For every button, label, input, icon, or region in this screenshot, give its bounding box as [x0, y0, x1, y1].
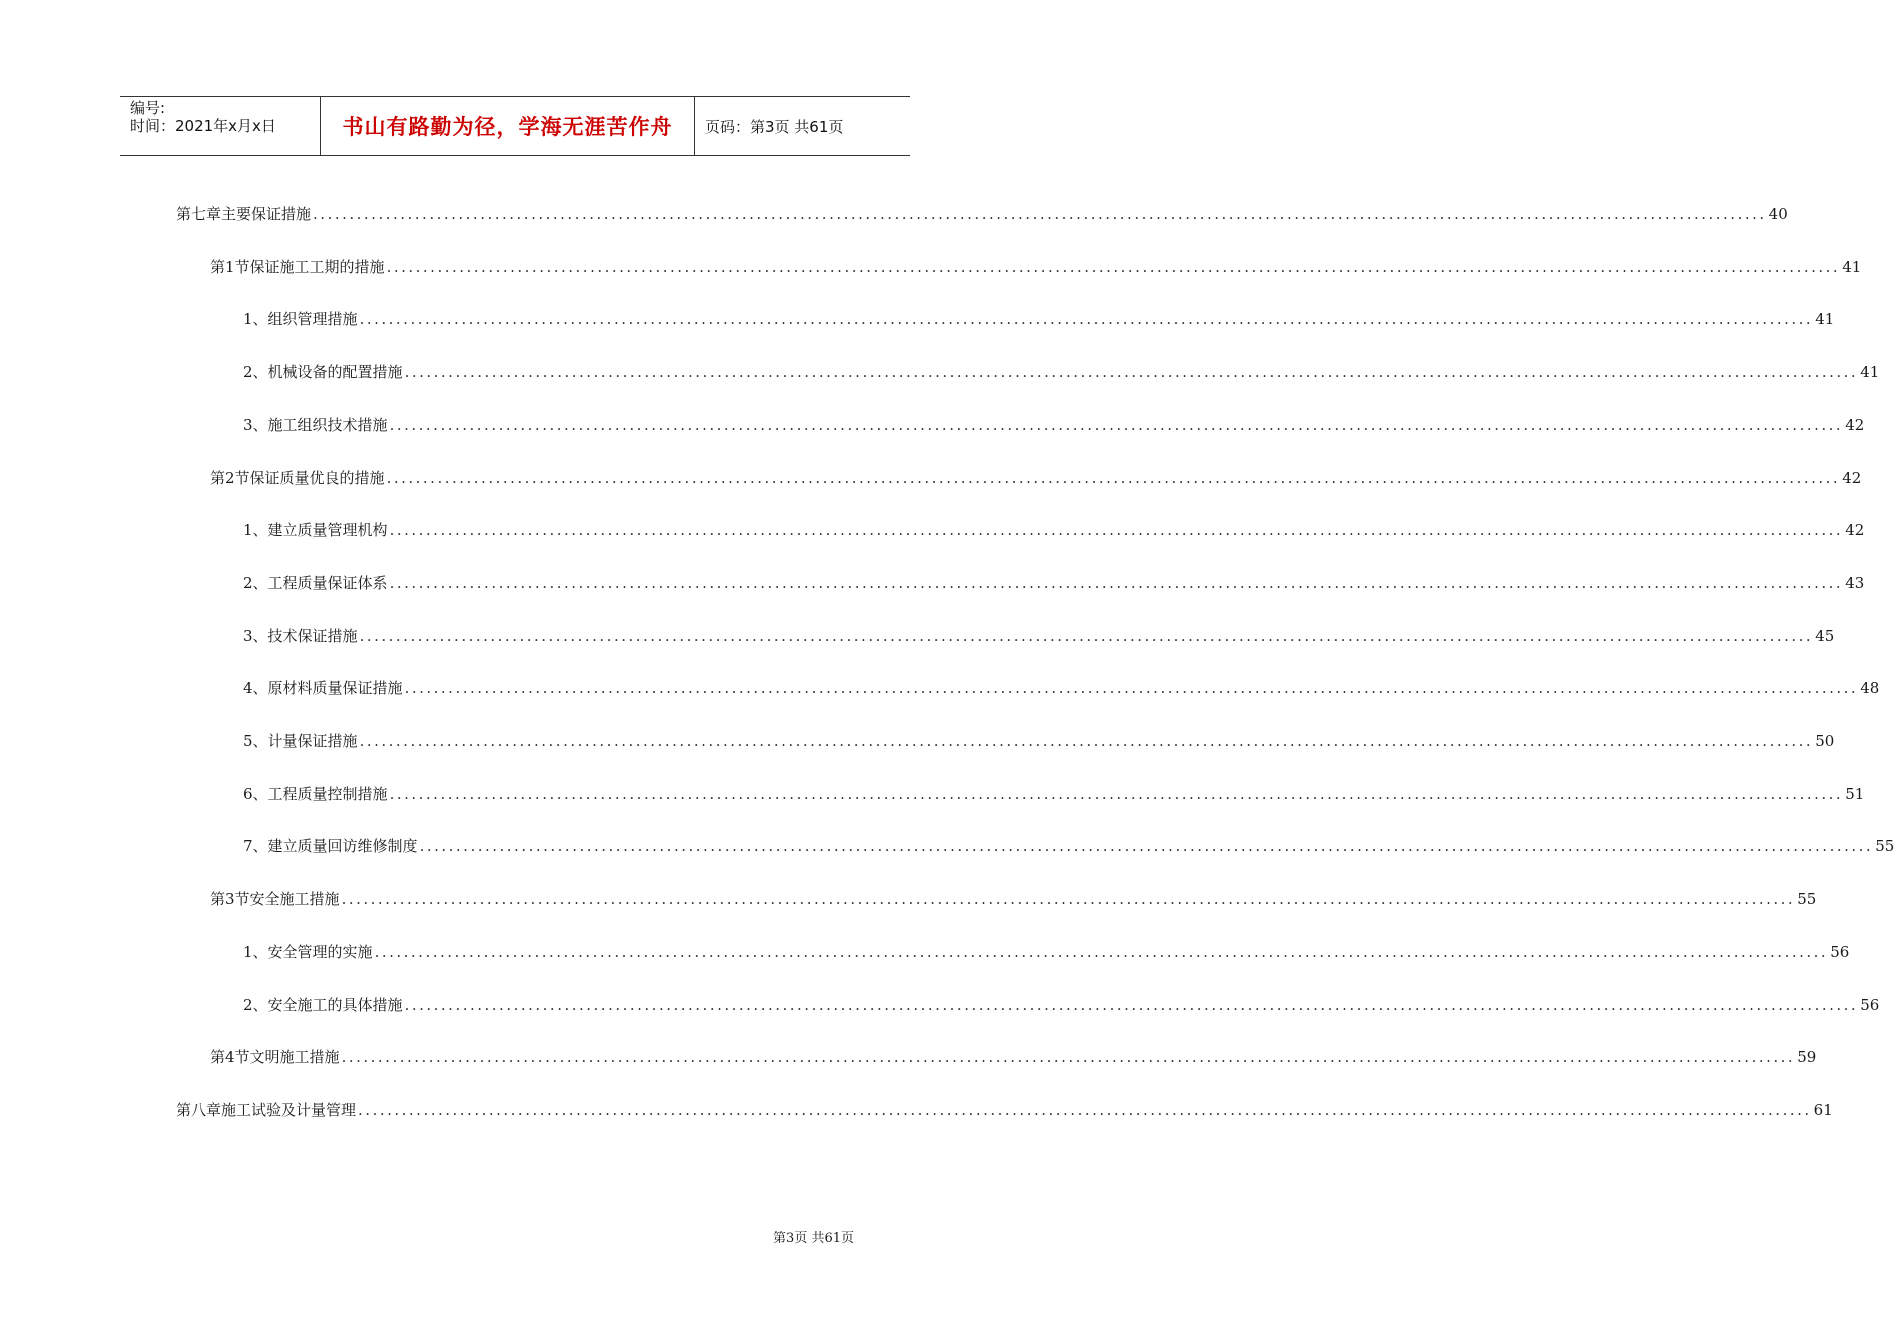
toc-entry-number: 2、	[243, 995, 268, 1014]
toc-entry[interactable]	[243, 624, 1835, 648]
toc-entry-page: 41	[1815, 310, 1835, 329]
toc-entry[interactable]	[243, 940, 1850, 964]
toc-entry-number: 2、	[243, 573, 268, 592]
toc-entry-number: 第七章	[176, 205, 222, 223]
toc-entry[interactable]	[176, 202, 1788, 226]
toc-entry-title: 组织管理措施	[267, 310, 358, 329]
toc-dot-leader: ........................................................................................................................................................................................................	[313, 205, 1767, 223]
page-footer	[773, 1229, 854, 1249]
toc-entry-number: 第4节	[210, 1048, 250, 1067]
toc-dot-leader: ........................................................................................................................................................................................................	[386, 468, 1841, 487]
toc-entry-page: 43	[1845, 573, 1865, 592]
toc-entry[interactable]	[243, 307, 1835, 331]
toc-entry-number: 3、	[243, 626, 268, 645]
toc-entry-title: 安全施工措施	[249, 890, 340, 909]
toc-entry-title: 工程质量控制措施	[267, 784, 388, 803]
toc-entry-page: 41	[1842, 257, 1862, 276]
toc-entry-page: 56	[1830, 942, 1850, 961]
toc-entry-title: 建立质量管理机构	[267, 521, 388, 540]
toc-entry-title: 文明施工措施	[249, 1048, 340, 1067]
toc-entry[interactable]	[243, 413, 1865, 437]
toc-dot-leader: ........................................................................................................................................................................................................	[359, 626, 1814, 645]
toc-entry[interactable]	[243, 571, 1865, 595]
toc-entry-title: 安全管理的实施	[267, 942, 373, 961]
toc-entry-number: 1、	[243, 310, 268, 329]
toc-entry[interactable]	[243, 834, 1894, 858]
toc-dot-leader: ........................................................................................................................................................................................................	[389, 573, 1844, 592]
toc-entry-title: 主要保证措施	[221, 205, 312, 223]
toc-dot-leader: ........................................................................................................................................................................................................	[359, 310, 1814, 329]
toc-entry[interactable]	[243, 782, 1865, 806]
toc-entry-page: 41	[1860, 363, 1880, 382]
toc-entry-number: 第1节	[210, 257, 250, 276]
toc-entry-page: 56	[1860, 995, 1880, 1014]
toc-entry-number: 1、	[243, 521, 268, 540]
toc-entry-page: 42	[1845, 415, 1865, 434]
toc-dot-leader: ........................................................................................................................................................................................................	[389, 521, 1844, 540]
toc-dot-leader: ........................................................................................................................................................................................................	[386, 257, 1841, 276]
toc-entry[interactable]	[176, 1098, 1833, 1122]
doc-number-label: 编号:	[130, 99, 166, 117]
toc-entry-title: 机械设备的配置措施	[267, 363, 403, 382]
toc-entry-title: 计量保证措施	[267, 732, 358, 750]
toc-dot-leader: ........................................................................................................................................................................................................	[358, 1100, 1812, 1119]
toc-entry-number: 第3节	[210, 890, 250, 909]
header-motto: 书山有路勤为径，学海无涯苦作舟	[342, 115, 673, 139]
toc-entry-number: 1、	[243, 942, 268, 961]
toc-entry-page: 51	[1845, 784, 1865, 803]
toc-entry-number: 6、	[243, 784, 268, 803]
toc-entry-page: 45	[1815, 626, 1835, 645]
toc-entry-title: 保证质量优良的措施	[249, 468, 385, 487]
toc-entry-page: 40	[1768, 205, 1788, 223]
toc-entry-page: 55	[1875, 837, 1894, 856]
toc-entry-number: 4、	[243, 679, 268, 698]
toc-entry[interactable]	[210, 255, 1862, 279]
toc-entry-title: 技术保证措施	[267, 626, 358, 645]
header-page-label: 页码：第3页 共61页	[705, 117, 844, 136]
toc-dot-leader: ........................................................................................................................................................................................................	[389, 415, 1844, 434]
toc-entry[interactable]	[243, 360, 1880, 384]
toc-entry[interactable]	[243, 729, 1835, 753]
toc-entry-title: 施工试验及计量管理	[221, 1100, 357, 1119]
toc-entry-title: 保证施工工期的措施	[249, 257, 385, 276]
toc-entry-number: 第2节	[210, 468, 250, 487]
toc-dot-leader: ........................................................................................................................................................................................................	[341, 890, 1796, 909]
toc-entry-title: 建立质量回访维修制度	[267, 837, 418, 856]
toc-entry-page: 48	[1860, 679, 1880, 698]
toc-dot-leader: ........................................................................................................................................................................................................	[341, 1048, 1796, 1067]
toc-dot-leader: ........................................................................................................................................................................................................	[419, 837, 1874, 856]
toc-entry-number: 3、	[243, 415, 268, 434]
toc-entry[interactable]	[210, 466, 1862, 490]
toc-dot-leader: ........................................................................................................................................................................................................	[404, 679, 1859, 698]
toc-entry-page: 61	[1813, 1100, 1833, 1119]
toc-entry-title: 工程质量保证体系	[267, 573, 388, 592]
footer-page-number: 第3页 共61页	[773, 1231, 854, 1246]
toc-entry-number: 7、	[243, 837, 268, 856]
toc-dot-leader: ........................................................................................................................................................................................................	[404, 363, 1859, 382]
toc-entry-number: 2、	[243, 363, 268, 382]
toc-entry-page: 42	[1842, 468, 1862, 487]
toc-entry[interactable]	[243, 993, 1880, 1017]
toc-entry-page: 59	[1797, 1048, 1817, 1067]
toc-dot-leader: ........................................................................................................................................................................................................	[374, 942, 1829, 961]
toc-entry[interactable]	[243, 676, 1880, 700]
toc-entry-number: 5、	[243, 732, 268, 750]
doc-time-label: 时间：2021年x月x日	[130, 117, 276, 135]
toc-entry-page: 42	[1845, 521, 1865, 540]
toc-dot-leader: ........................................................................................................................................................................................................	[359, 732, 1814, 750]
toc-entry-page: 55	[1797, 890, 1817, 909]
toc-entry-title: 施工组织技术措施	[267, 415, 388, 434]
toc-entry[interactable]	[243, 518, 1865, 542]
toc-entry-number: 第八章	[176, 1100, 222, 1119]
toc-dot-leader: ........................................................................................................................................................................................................	[389, 784, 1844, 803]
toc-entry[interactable]	[210, 1045, 1817, 1069]
toc-entry-title: 安全施工的具体措施	[267, 995, 403, 1014]
toc-entry-title: 原材料质量保证措施	[267, 679, 403, 698]
toc-entry[interactable]	[210, 887, 1817, 911]
toc-entry-page: 50	[1815, 732, 1835, 750]
toc-dot-leader: ........................................................................................................................................................................................................	[404, 995, 1859, 1014]
